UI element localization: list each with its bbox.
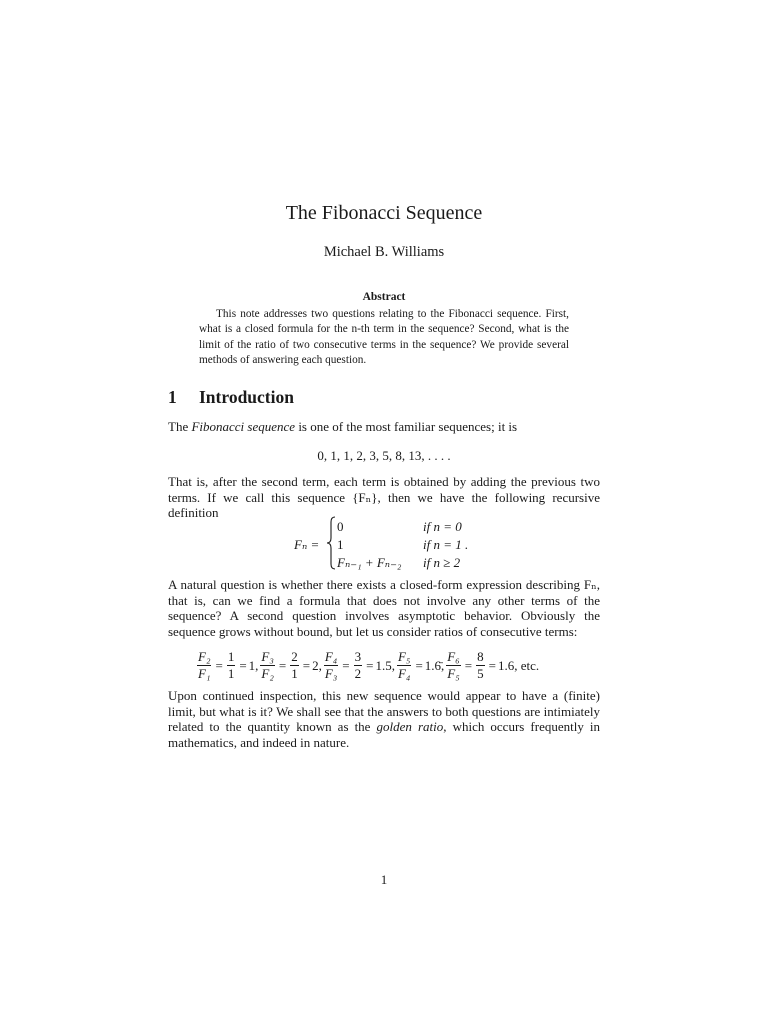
case-condition: if n = 1 . — [423, 537, 469, 552]
paragraph-1 — [168, 419, 600, 435]
para4-pre: Upon continued inspection, this new sequence would appear to have a (finite) limit, but what is it? We shall see that the answers to both questions are intimiately related to the quantity known as the — [168, 688, 600, 735]
paper-title: The Fibonacci Sequence — [285, 202, 483, 224]
fraction: $\frac{\text{F₅}}{\text{F₄}}$ — [397, 649, 411, 681]
case-value: 0 — [337, 519, 344, 534]
paragraph-4 — [168, 688, 600, 750]
abstract-heading: Abstract — [362, 291, 406, 303]
para2-text: That is, after the second term, each term is obtained by adding the previous two terms. If we call this sequence {Fₙ}, then we have the following recursive definition — [168, 474, 600, 521]
para1-pre: The — [168, 419, 192, 434]
ratio-result: 1.5, — [375, 657, 395, 673]
fraction: $\frac{3}{2}$ — [354, 649, 362, 681]
case-condition: if n ≥ 2 — [423, 555, 461, 570]
fraction: $\frac{\text{F₄}}{\text{F₃}}$ — [324, 649, 338, 681]
fraction: $\frac{\text{F₂}}{\text{F₁}}$ — [198, 649, 211, 681]
case-value: Fₙ₋₁ + Fₙ₋₂ — [337, 555, 402, 570]
ratio-result: 1.6, etc. — [497, 657, 540, 673]
left-brace — [326, 516, 336, 570]
section-heading — [168, 387, 294, 408]
fraction: $\frac{1}{1}$ — [227, 649, 235, 681]
fraction: $\frac{2}{1}$ — [291, 649, 298, 681]
para3-text: A natural question is whether there exists a closed-form expression describing Fₙ, that is, can we find a formula that does not involve any other terms of the sequence? A second question involves asymptotic behavior. Obviously the sequence grows without bound, but let us consider ratios of consecutive terms: — [168, 577, 600, 639]
ratio-result: 1.6̄, — [424, 657, 445, 673]
para4-emphasis: golden ratio — [376, 719, 444, 735]
para1-post: is one of the most familiar sequences; it is — [295, 419, 518, 434]
paragraph-3 — [168, 577, 600, 639]
case-value: 1 — [337, 537, 344, 552]
fraction: $\frac{\text{F₆}}{\text{F₅}}$ — [447, 649, 460, 681]
section-title: Introduction — [199, 387, 294, 407]
sequence-display: 0, 1, 1, 2, 3, 5, 8, 13, . . . . — [317, 448, 451, 463]
ratio-result: 1, — [248, 657, 259, 673]
fraction: $\frac{8}{5}$ — [477, 649, 484, 681]
recursion-lhs: Fₙ = — [294, 537, 320, 552]
para4-post: , which occurs frequently in mathematics, and indeed in nature. — [168, 719, 601, 750]
case-condition: if n = 0 — [423, 519, 462, 534]
abstract-text: This note addresses two questions relating to the Fibonacci sequence. First, what is a closed formula for the n-th term in the sequence? Second, what is the limit of the ratio of two consecutive terms in the sequence? We provide several methods of answering each question. — [199, 308, 569, 366]
page-number: 1 — [380, 872, 388, 887]
abstract-body — [199, 307, 569, 368]
author-name: Michael B. Williams — [323, 244, 445, 260]
paragraph-2 — [168, 474, 600, 521]
ratio-equation: $\frac{\text{F₂}}{\text{F₁}}$ = $\frac{1}{1}$ = 1, $\frac{\text{F₃}}{\text{F₂}}$ = $\frac{2}{1}$ = 2, $\frac{\text{F₄}}{\text{F₃}}$ = $\frac{3}{2}$ = 1.5, $\frac{\text{F₅}}{\text{F₄}}$ = 1.6̄, $\frac{\text{F₆}}{\text{F₅}}$ = $\frac{8}{5}$ = 1.6, etc. — [198, 649, 540, 681]
fraction: $\frac{\text{F₃}}{\text{F₂}}$ — [261, 649, 274, 681]
ratio-result: 2, — [312, 657, 322, 673]
para1-emphasis: Fibonacci sequence — [191, 419, 296, 434]
section-number: 1 — [168, 387, 177, 407]
